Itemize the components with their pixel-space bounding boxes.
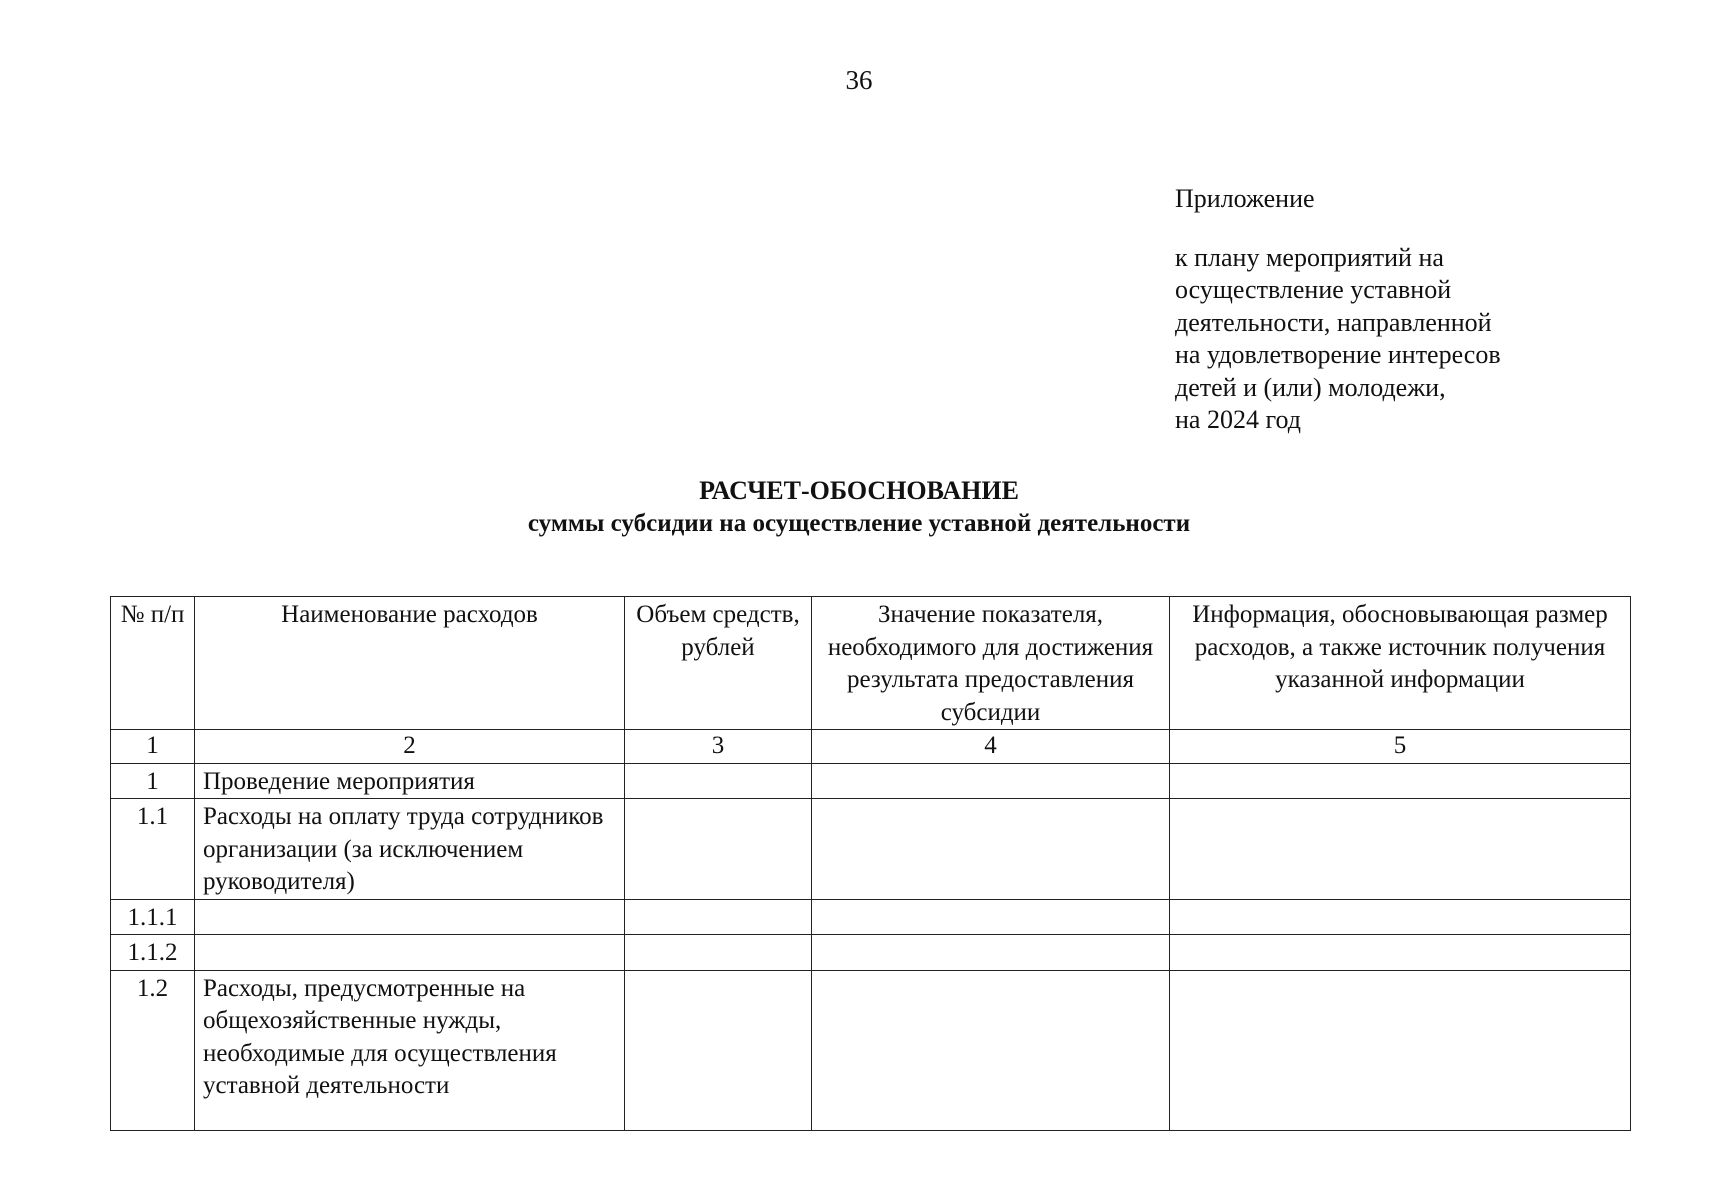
table-row: [111, 970, 1631, 1130]
page-number: 36: [845, 65, 873, 95]
appendix-note: [1175, 183, 1501, 437]
column-number: 4: [812, 730, 1170, 764]
column-number: 2: [195, 730, 625, 764]
row-name: Расходы, предусмотренные на общехозяйственные нужды, необходимые для осуществления уставной деятельности: [195, 970, 625, 1130]
row-amount: [625, 763, 812, 799]
row-amount: [625, 899, 812, 935]
row-indicator: [812, 935, 1170, 971]
row-indicator: [812, 899, 1170, 935]
column-number: 5: [1170, 730, 1631, 764]
appendix-title: Приложение: [1175, 184, 1315, 213]
row-name: Проведение мероприятия: [195, 763, 625, 799]
column-number: 3: [625, 730, 812, 764]
appendix-line: к плану мероприятий на: [1175, 242, 1444, 272]
row-info: [1170, 899, 1631, 935]
appendix-line: детей и (или) молодежи,: [1175, 372, 1446, 402]
header-amount: Объем средств, рублей: [625, 597, 812, 730]
column-number: 1: [111, 730, 195, 764]
row-indicator: [812, 763, 1170, 799]
row-number: 1.1.2: [111, 935, 195, 971]
appendix-line: деятельности, направленной: [1175, 307, 1492, 337]
row-name: Расходы на оплату труда сотрудников организации (за исключением руководителя): [195, 799, 625, 900]
row-indicator: [812, 799, 1170, 900]
appendix-line: на удовлетворение интересов: [1175, 340, 1501, 369]
header-info: Информация, обосновывающая размер расходов, а также источник получения указанной информации: [1170, 597, 1631, 730]
table-header-row: [111, 597, 1631, 730]
row-number: 1.1.1: [111, 899, 195, 935]
header-name: Наименование расходов: [195, 597, 625, 730]
row-name: [195, 935, 625, 971]
row-amount: [625, 970, 812, 1130]
appendix-text: [1175, 242, 1501, 437]
document-subtitle: суммы субсидии на осуществление уставной деятельности: [527, 510, 1191, 537]
row-amount: [625, 799, 812, 900]
row-indicator: [812, 970, 1170, 1130]
document-title: РАСЧЕТ-ОБОСНОВАНИЕ: [699, 476, 1019, 505]
header-indicator: Значение показателя, необходимого для достижения результата предоставления субсидии: [812, 597, 1170, 730]
table-row: [111, 799, 1631, 900]
row-number: 1.2: [111, 970, 195, 1130]
row-info: [1170, 970, 1631, 1130]
row-info: [1170, 763, 1631, 799]
row-info: [1170, 935, 1631, 971]
header-no: № п/п: [111, 597, 195, 730]
calculation-table: [110, 596, 1631, 1131]
row-info: [1170, 799, 1631, 900]
appendix-line: на 2024 год: [1175, 405, 1301, 434]
row-number: 1: [111, 763, 195, 799]
table-row: [111, 899, 1631, 935]
table-row: [111, 763, 1631, 799]
column-number-row: [111, 730, 1631, 764]
row-amount: [625, 935, 812, 971]
row-number: 1.1: [111, 799, 195, 900]
appendix-line: осуществление уставной: [1175, 275, 1452, 304]
table-row: [111, 935, 1631, 971]
row-name: [195, 899, 625, 935]
